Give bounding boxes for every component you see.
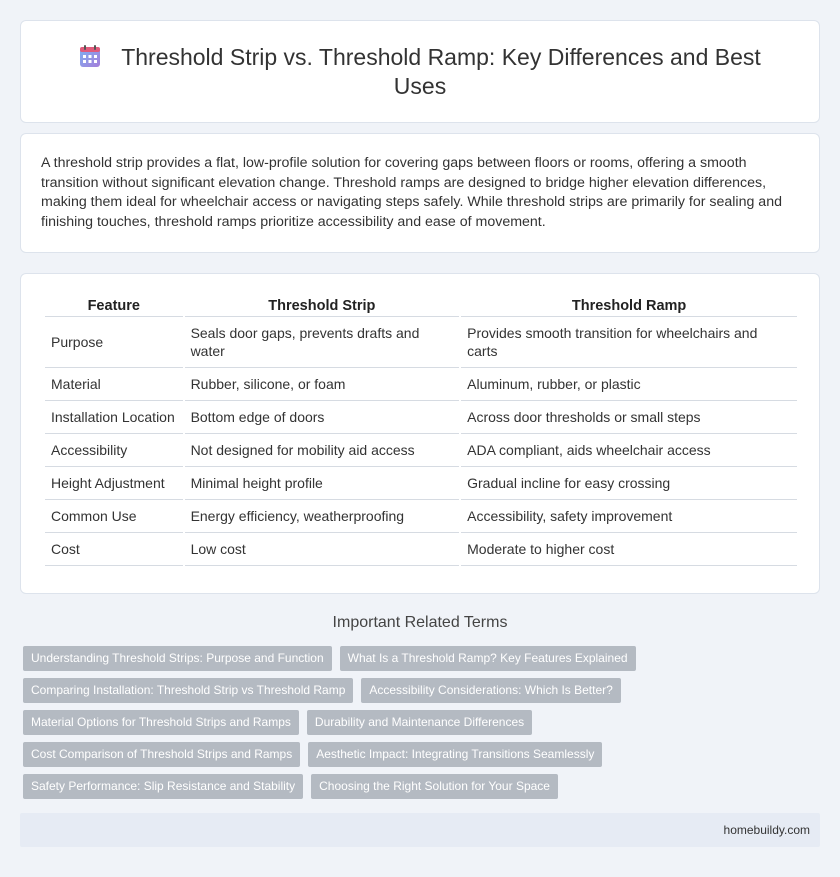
table-row	[45, 434, 797, 467]
table-row	[45, 467, 797, 500]
intro-paragraph: A threshold strip provides a flat, low-profile solution for covering gaps between floors or rooms, offering a smooth transition without significant elevation change. Threshold ramps are designed to bridge higher elevation differences, making them ideal for wheelchair access or navigating steps safely. While threshold strips are primarily for sealing and finishing touches, threshold ramps prioritize accessibility and ease of movement.	[41, 155, 782, 230]
table-cell: Not designed for mobility aid access	[185, 434, 460, 467]
column-header: Threshold Ramp	[461, 294, 797, 317]
related-term-link[interactable]: Comparing Installation: Threshold Strip vs Threshold Ramp	[23, 678, 353, 703]
related-terms-heading: Important Related Terms	[332, 614, 508, 631]
table-cell: Height Adjustment	[45, 467, 183, 500]
column-header: Feature	[45, 294, 183, 317]
table-cell: Material	[45, 368, 183, 401]
related-term-link[interactable]: Safety Performance: Slip Resistance and Stability	[23, 774, 303, 799]
table-cell: Minimal height profile	[185, 467, 460, 500]
related-term-link[interactable]: Accessibility Considerations: Which Is Better?	[361, 678, 620, 703]
column-header: Threshold Strip	[185, 294, 460, 317]
table-cell: Rubber, silicone, or foam	[185, 368, 460, 401]
table-row	[45, 317, 797, 368]
related-term-link[interactable]: What Is a Threshold Ramp? Key Features Explained	[340, 646, 636, 671]
header-card	[20, 20, 820, 123]
table-cell: Installation Location	[45, 401, 183, 434]
comparison-table-card	[20, 273, 820, 594]
table-row	[45, 533, 797, 566]
related-term-link[interactable]: Choosing the Right Solution for Your Space	[311, 774, 558, 799]
table-cell: Provides smooth transition for wheelchairs and carts	[461, 317, 797, 368]
page-title-text: Threshold Strip vs. Threshold Ramp: Key Differences and Best Uses	[121, 43, 761, 99]
related-term-link[interactable]: Aesthetic Impact: Integrating Transitions Seamlessly	[308, 742, 602, 767]
table-cell: Moderate to higher cost	[461, 533, 797, 566]
related-term-link[interactable]: Cost Comparison of Threshold Strips and Ramps	[23, 742, 300, 767]
table-cell: Purpose	[45, 317, 183, 368]
table-row	[45, 401, 797, 434]
table-cell: Accessibility	[45, 434, 183, 467]
table-cell: Aluminum, rubber, or plastic	[461, 368, 797, 401]
table-cell: Bottom edge of doors	[185, 401, 460, 434]
table-cell: Energy efficiency, weatherproofing	[185, 500, 460, 533]
related-term-link[interactable]: Understanding Threshold Strips: Purpose and Function	[23, 646, 332, 671]
table-row	[45, 368, 797, 401]
table-cell: Cost	[45, 533, 183, 566]
table-cell: Across door thresholds or small steps	[461, 401, 797, 434]
table-cell: Low cost	[185, 533, 460, 566]
table-cell: Gradual incline for easy crossing	[461, 467, 797, 500]
page-title	[61, 43, 779, 101]
table-header-row	[45, 294, 797, 317]
related-terms-list	[23, 646, 823, 806]
comparison-table	[43, 294, 799, 566]
table-cell: ADA compliant, aids wheelchair access	[461, 434, 797, 467]
related-term-link[interactable]: Material Options for Threshold Strips and Ramps	[23, 710, 299, 735]
footer	[20, 813, 820, 847]
calendar-icon	[79, 44, 101, 68]
table-cell: Common Use	[45, 500, 183, 533]
footer-site-name: homebuildy.com	[723, 823, 810, 837]
intro-card	[20, 133, 820, 253]
table-cell: Accessibility, safety improvement	[461, 500, 797, 533]
table-row	[45, 500, 797, 533]
table-cell: Seals door gaps, prevents drafts and water	[185, 317, 460, 368]
related-term-link[interactable]: Durability and Maintenance Differences	[307, 710, 532, 735]
